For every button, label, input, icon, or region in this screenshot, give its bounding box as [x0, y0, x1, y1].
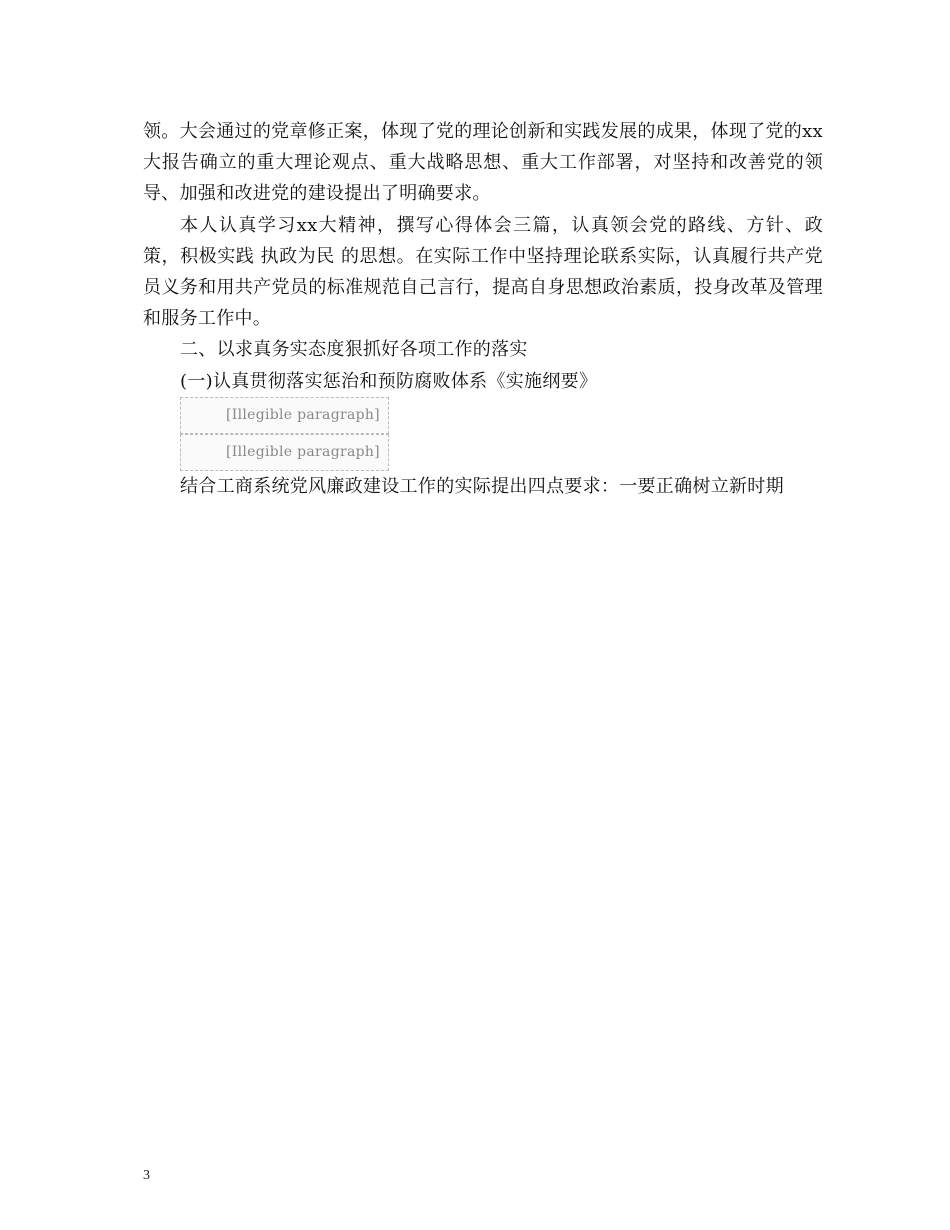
paragraph-2: 本人认真学习xx大精神，撰写心得体会三篇，认真领会党的路线、方针、政策，积极实践 执政为民 的思想。在实际工作中坚持理论联系实际，认真履行共产党员义务和用共产党员的标准规范自己言行，提高自身思想政治素质，投身改革及管理和服务工作中。	[143, 214, 823, 330]
page-number: 3	[143, 1168, 150, 1183]
document-body	[143, 116, 823, 502]
illegible-paragraph-placeholder: [Illegible paragraph]	[180, 397, 389, 434]
paragraph-4	[143, 434, 823, 471]
illegible-paragraph-placeholder: [Illegible paragraph]	[180, 434, 389, 471]
paragraph-5: 结合工商系统党风廉政建设工作的实际提出四点要求：一要正确树立新时期	[180, 476, 784, 498]
paragraph-1: 领。大会通过的党章修正案，体现了党的理论创新和实践发展的成果，体现了党的xx大报告确立的重大理论观点、重大战略思想、重大工作部署，对坚持和改善党的领导、加强和改进党的建设提出了明确要求。	[143, 121, 823, 205]
subsection-heading: (一)认真贯彻落实惩治和预防腐败体系《实施纲要》	[180, 370, 598, 392]
paragraph-3	[143, 397, 823, 434]
section-heading: 二、以求真务实态度狠抓好各项工作的落实	[180, 339, 528, 361]
